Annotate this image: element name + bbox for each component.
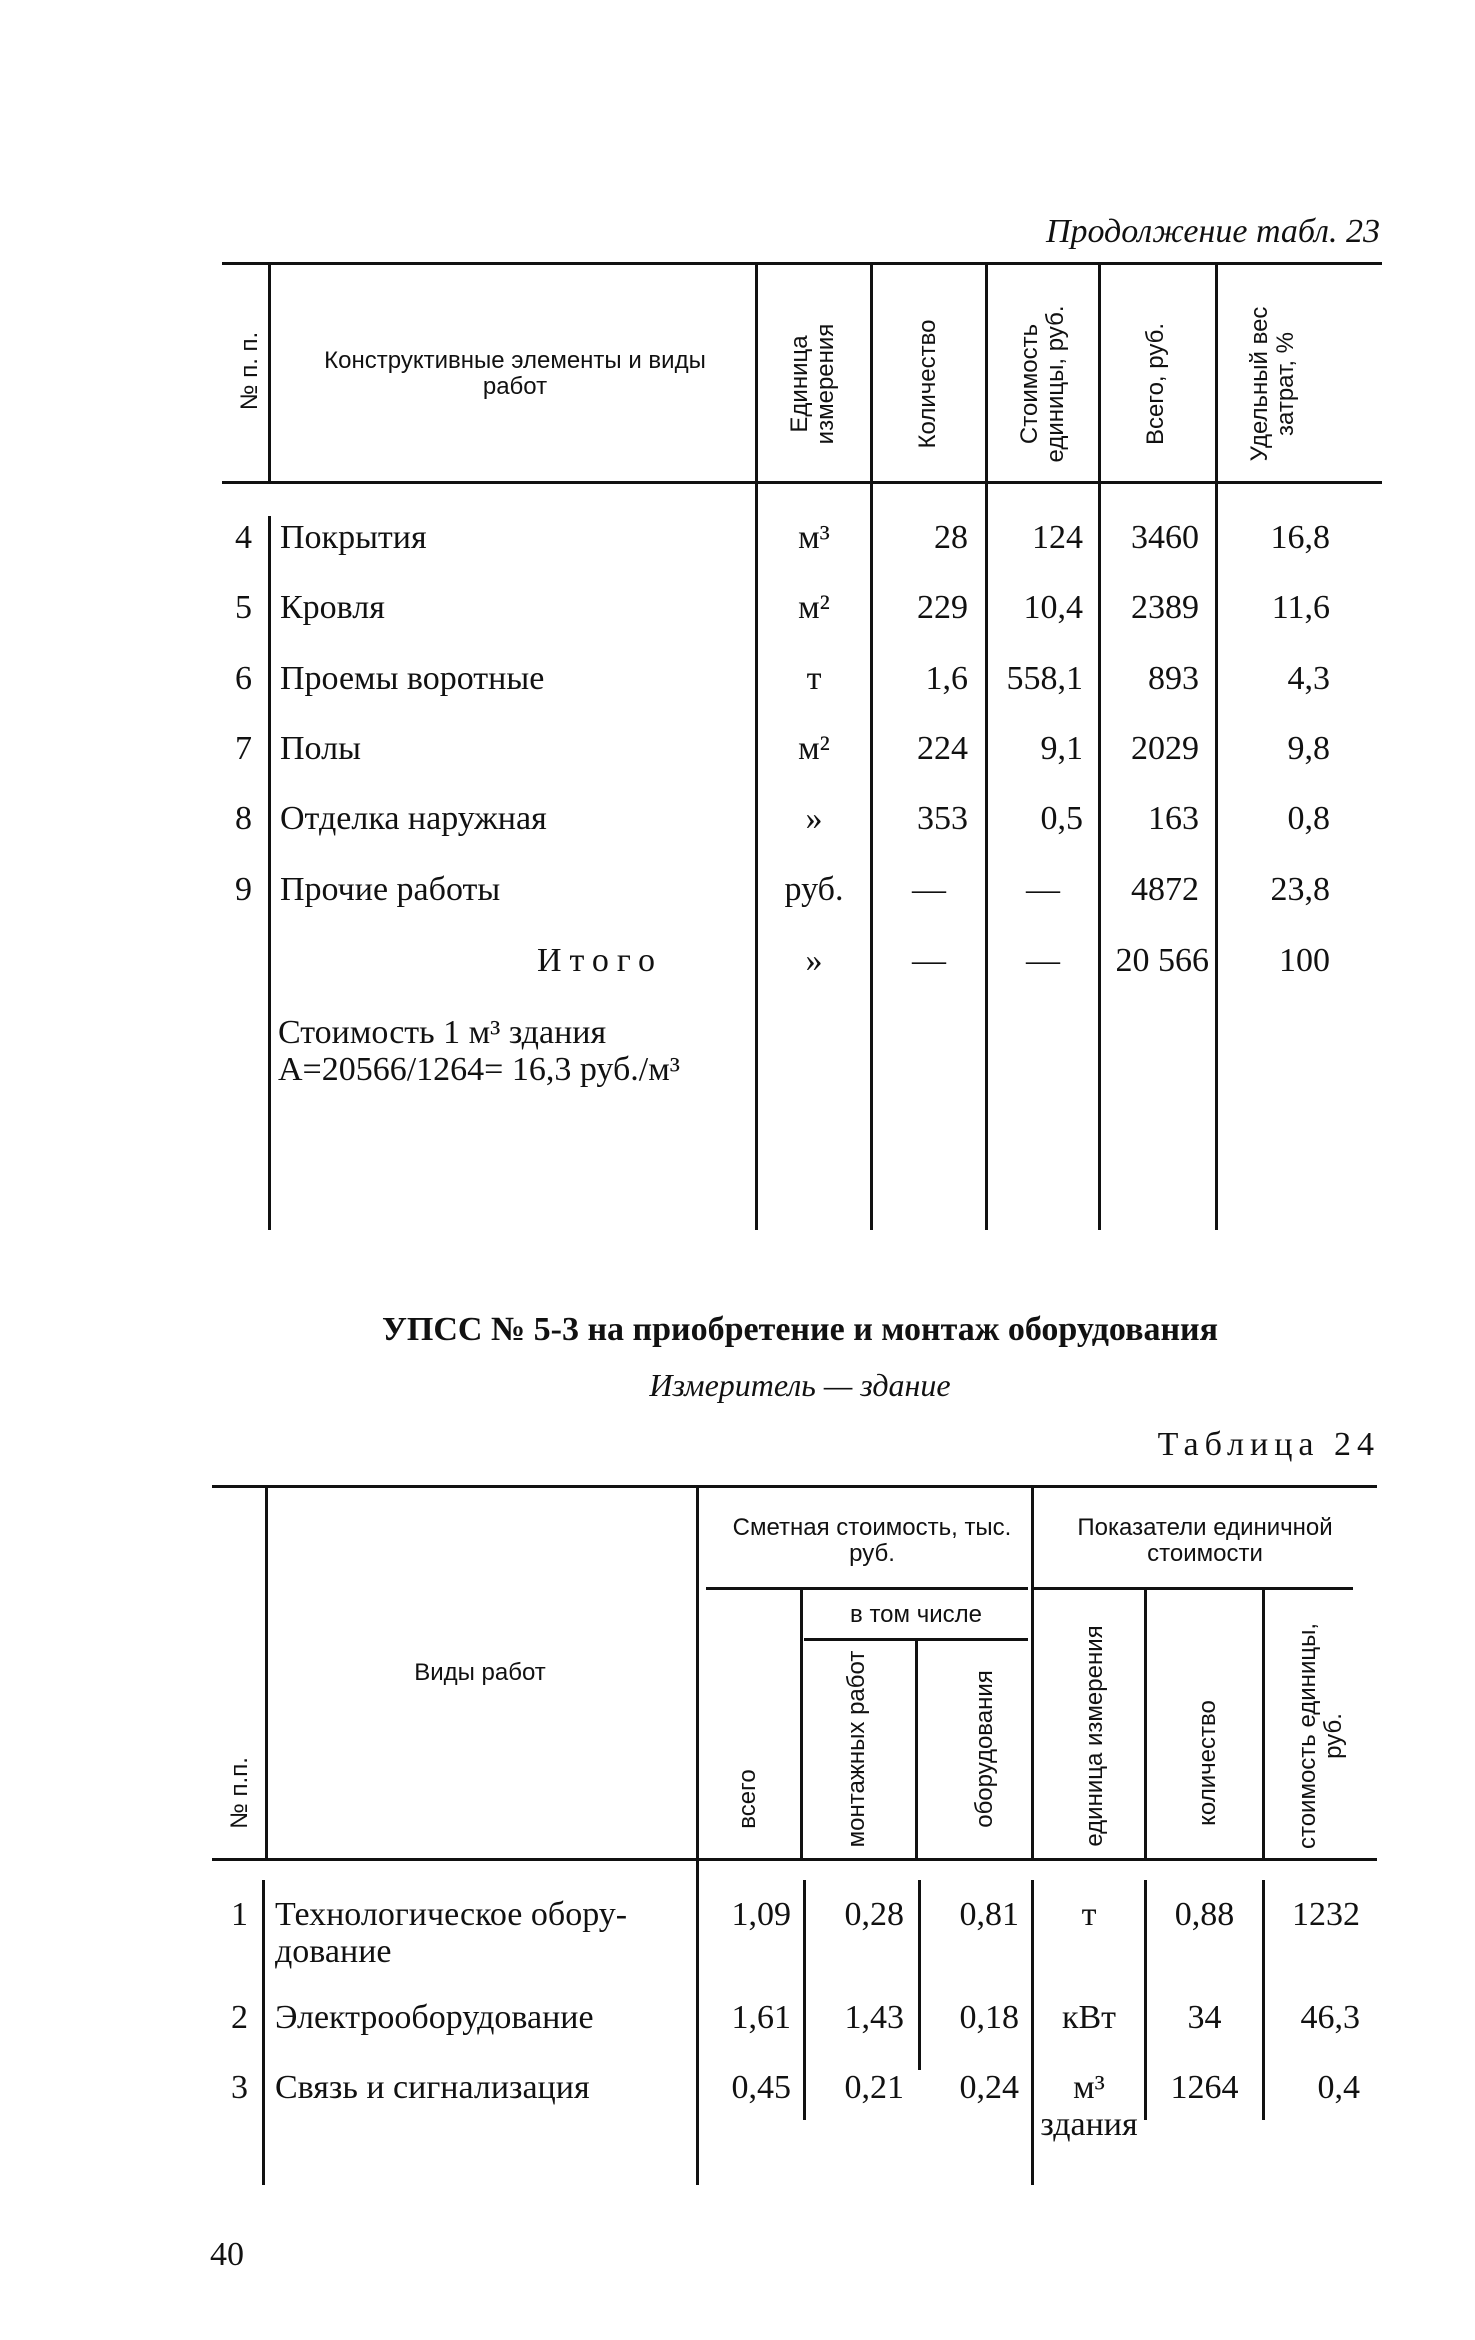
row-qty: 1264: [1170, 2069, 1239, 2106]
row-unit-cost: 0,5: [1040, 800, 1083, 837]
t23-header-unit: Единица измерения: [786, 323, 839, 445]
row-install: 0,21: [844, 2069, 904, 2106]
row-share: 0,8: [1287, 800, 1330, 837]
row-num: 1: [231, 1896, 248, 1933]
row-unit-cost: 0,4: [1317, 2069, 1360, 2106]
cost-note-line2: А=20566/1264= 16,3 руб./м³: [278, 1051, 680, 1088]
t24-header-equipment: оборудования: [971, 1670, 998, 1828]
row-unit-cont: здания: [1040, 2106, 1138, 2143]
row-share: 4,3: [1287, 660, 1330, 697]
t23-header-num: № п. п.: [236, 331, 263, 411]
row-unit: кВт: [1061, 1999, 1117, 2036]
row-unit: м³: [1073, 2069, 1105, 2106]
row-num: 4: [235, 519, 252, 556]
row-num: 8: [235, 800, 252, 837]
cost-note-line1: Стоимость 1 м³ здания: [278, 1014, 607, 1051]
row-num: 9: [235, 871, 252, 908]
row-share: 23,8: [1270, 871, 1330, 908]
t24-header-install: монтажных работ: [843, 1650, 870, 1848]
t24-header-num: № п.п.: [226, 1757, 253, 1829]
row-qty: —: [912, 871, 946, 908]
t23-header-element: Конструктивные элементы и виды работ: [324, 347, 706, 400]
row-name: Покрытия: [280, 519, 427, 556]
row-unit-cost: 9,1: [1040, 730, 1083, 767]
row-name: Полы: [280, 730, 361, 767]
row-total: 2389: [1131, 589, 1199, 626]
table24-top-rule: [212, 1485, 1377, 1488]
row-name: Технологическое обору-: [275, 1896, 628, 1933]
row-unit: м²: [798, 730, 830, 767]
row-qty: 0,88: [1174, 1896, 1235, 1933]
total-sum: 20 566: [1115, 942, 1209, 979]
row-num: 3: [231, 2069, 248, 2106]
row-qty: 229: [917, 589, 968, 626]
t24-header-est-cost: Сметная стоимость, тыс. руб.: [732, 1514, 1012, 1567]
total-share: 100: [1279, 942, 1330, 979]
row-qty: 34: [1187, 1999, 1222, 2036]
t23-header-qty: Количество: [914, 319, 941, 449]
t24-header-total: всего: [734, 1769, 761, 1829]
row-qty: 28: [934, 519, 968, 556]
total-unit-cost: —: [1026, 942, 1060, 979]
t24-header-qty: количество: [1194, 1700, 1221, 1826]
row-qty: 353: [917, 800, 968, 837]
row-qty: 224: [917, 730, 968, 767]
table24-header-rule: [212, 1858, 1377, 1861]
row-total: 1,09: [731, 1896, 791, 1933]
row-name: Электрооборудование: [275, 1999, 594, 2036]
row-num: 2: [231, 1999, 248, 2036]
row-unit-cost: 124: [1032, 519, 1083, 556]
row-num: 6: [235, 660, 252, 697]
row-unit: м²: [798, 589, 830, 626]
table23-header-rule: [222, 481, 1382, 484]
row-unit: м³: [798, 519, 830, 556]
row-unit-cost: 10,4: [1023, 589, 1083, 626]
t24-header-works: Виды работ: [414, 1659, 546, 1686]
row-total: 0,45: [731, 2069, 791, 2106]
row-name: Прочие работы: [280, 871, 501, 908]
row-name-cont: дование: [275, 1933, 392, 1970]
row-unit-cost: —: [1026, 871, 1060, 908]
row-share: 11,6: [1271, 589, 1330, 626]
table24-label: Таблица 24: [1157, 1426, 1380, 1463]
row-equipment: 0,81: [959, 1896, 1019, 1933]
table23-top-rule: [222, 262, 1382, 265]
row-share: 16,8: [1270, 519, 1330, 556]
row-total: 3460: [1131, 519, 1199, 556]
total-qty: —: [912, 942, 946, 979]
row-name: Кровля: [280, 589, 385, 626]
row-unit: т: [806, 660, 822, 697]
row-unit-cost: 558,1: [1006, 660, 1083, 697]
row-unit-cost: 1232: [1292, 1896, 1360, 1933]
total-label: Итого: [536, 942, 664, 979]
row-total: 4872: [1131, 871, 1199, 908]
row-share: 9,8: [1287, 730, 1330, 767]
row-unit: »: [805, 800, 823, 837]
t24-header-unit: единица измерения: [1081, 1625, 1108, 1847]
row-num: 7: [235, 730, 252, 767]
page-number: 40: [210, 2236, 244, 2273]
row-unit: т: [1081, 1896, 1097, 1933]
section-title: УПСС № 5-3 на приобретение и монтаж оборудования: [381, 1311, 1219, 1348]
t23-header-unit-cost: Стоимость единицы, руб.: [1016, 305, 1069, 463]
row-total: 163: [1148, 800, 1199, 837]
row-equipment: 0,24: [959, 2069, 1019, 2106]
row-total: 1,61: [731, 1999, 791, 2036]
row-install: 1,43: [844, 1999, 904, 2036]
t24-header-incl: в том числе: [850, 1601, 982, 1628]
t23-header-share: Удельный вес затрат, %: [1246, 306, 1299, 462]
row-name: Отделка наружная: [280, 800, 547, 837]
table23-caption: Продолжение табл. 23: [1045, 213, 1380, 250]
t24-header-indicators: Показатели единичной стоимости: [1077, 1514, 1333, 1567]
row-total: 893: [1148, 660, 1199, 697]
row-name: Связь и сигнализация: [275, 2069, 590, 2106]
row-equipment: 0,18: [959, 1999, 1019, 2036]
total-unit: »: [805, 942, 823, 979]
section-subtitle: Измеритель — здание: [649, 1367, 951, 1403]
t23-header-total: Всего, руб.: [1142, 322, 1169, 446]
row-unit-cost: 46,3: [1300, 1999, 1360, 2036]
row-name: Проемы воротные: [280, 660, 545, 697]
row-qty: 1,6: [925, 660, 968, 697]
row-total: 2029: [1131, 730, 1199, 767]
t24-header-unit-cost: стоимость единицы, руб.: [1294, 1622, 1347, 1850]
row-unit: руб.: [784, 871, 844, 908]
row-num: 5: [235, 589, 252, 626]
row-install: 0,28: [844, 1896, 904, 1933]
